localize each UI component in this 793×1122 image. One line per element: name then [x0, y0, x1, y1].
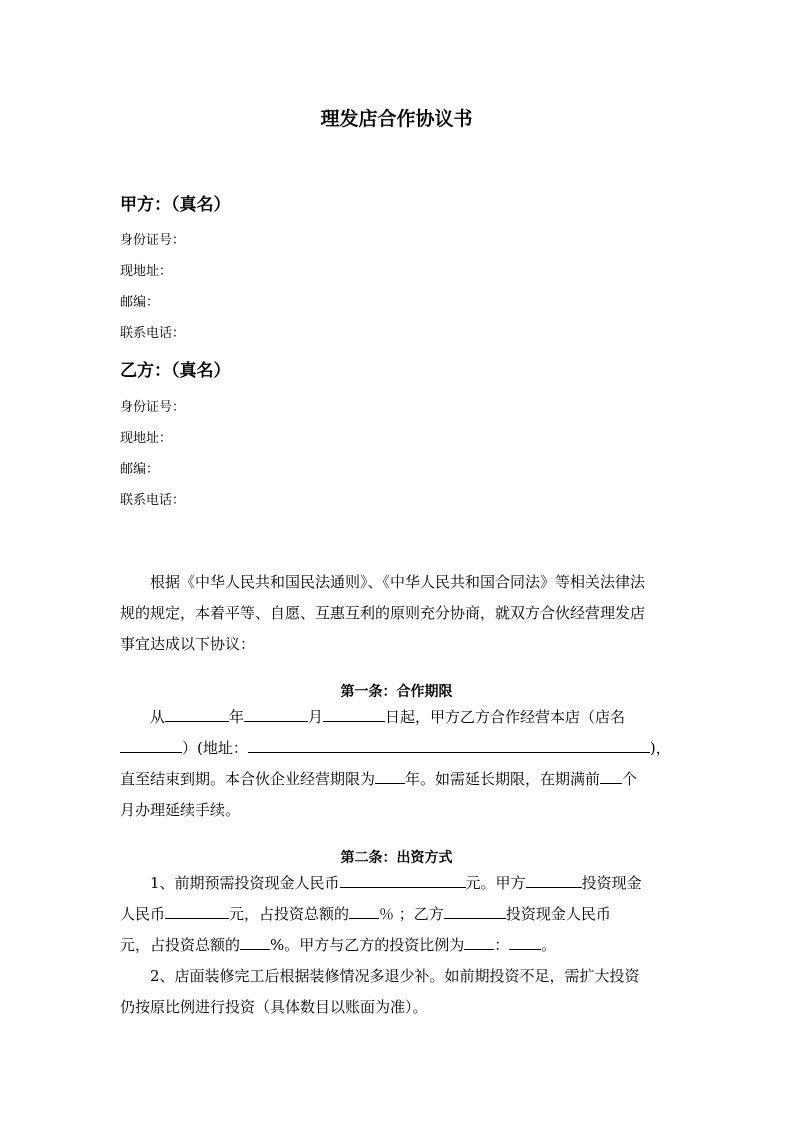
party-a-address-label: 现地址：	[120, 264, 173, 279]
document-title: 理发店合作协议书	[320, 108, 473, 130]
day-blank[interactable]	[323, 707, 385, 722]
article-2-line-4: 2、店面装修完工后根据装修情况多退少补。如前期投资不足，需扩大投资	[150, 967, 640, 985]
text-term-c: 个	[622, 770, 638, 788]
text-year: 年	[229, 708, 245, 726]
year-blank[interactable]	[165, 707, 229, 722]
article-2-line-3	[120, 934, 556, 955]
text-p1-k: 。	[541, 936, 557, 954]
text-p1-j: ：	[494, 936, 510, 954]
party-b-percent-blank[interactable]	[240, 935, 270, 950]
article-2-line-1	[150, 872, 642, 893]
party-a-amount-blank[interactable]	[165, 904, 229, 919]
text-p1-b: 元。甲方	[465, 874, 526, 892]
text-address-open: ）(地址：	[182, 739, 248, 757]
text-p1-i: %。甲方与乙方的投资比例为	[270, 936, 465, 954]
ratio-a-blank[interactable]	[464, 935, 494, 950]
text-term-b: 年。如需延长期限，在期满前	[405, 770, 601, 788]
article-2-heading: 第二条：出资方式	[340, 850, 453, 866]
preamble-line-3: 事宜达成以下协议：	[120, 635, 256, 653]
address-blank[interactable]	[248, 738, 650, 753]
text-month: 月	[308, 708, 324, 726]
party-a-id-label: 身份证号：	[120, 233, 186, 248]
ratio-b-blank[interactable]	[509, 935, 541, 950]
article-1-line-1	[150, 706, 625, 727]
text-p1-e: 元，占投资总额的	[229, 905, 350, 923]
shop-name-blank[interactable]	[120, 738, 182, 753]
term-years-blank[interactable]	[375, 769, 405, 784]
article-1-line-3	[120, 768, 637, 789]
text-p1-a: 1、前期预需投资现金人民币	[150, 874, 340, 892]
party-a-percent-blank[interactable]	[349, 904, 379, 919]
party-a-investment-form-blank[interactable]	[526, 873, 582, 888]
party-b-postcode-label: 邮编：	[120, 462, 160, 477]
article-1-line-2	[120, 737, 671, 758]
extension-months-blank[interactable]	[600, 769, 622, 784]
preamble-line-2: 规的规定，本着平等、自愿、互惠互利的原则充分协商，就双方合伙经营理发店	[120, 604, 646, 622]
text-term-a: 直至结束到期。本合伙企业经营期限为	[120, 770, 376, 788]
preamble-line-1: 根据《中华人民共和国民法通则》、《中华人民共和国合同法》等相关法律法	[150, 573, 646, 591]
party-b-investment-form-blank[interactable]	[444, 904, 506, 919]
party-a-postcode-label: 邮编：	[120, 295, 160, 310]
party-b-heading: 乙方：（真名）	[120, 361, 231, 381]
article-2-line-5: 仍按原比例进行投资（具体数目以账面为准）。	[120, 998, 428, 1016]
text-p1-h: 元，占投资总额的	[120, 936, 241, 954]
article-1-heading: 第一条：合作期限	[340, 684, 453, 700]
text-p1-c: 投资现金	[581, 874, 642, 892]
party-b-id-label: 身份证号：	[120, 400, 186, 415]
party-b-address-label: 现地址：	[120, 431, 173, 446]
month-blank[interactable]	[244, 707, 308, 722]
article-2-line-2	[120, 903, 611, 924]
text-day-rest: 日起，甲方乙方合作经营本店（店名	[385, 708, 626, 726]
article-1-line-4: 月办理延续手续。	[120, 801, 241, 819]
party-a-heading: 甲方：（真名）	[120, 195, 231, 215]
text-p1-f: ％ ；乙方	[379, 905, 444, 923]
party-b-phone-label: 联系电话：	[120, 493, 186, 508]
text-address-close: )，	[649, 739, 671, 757]
text-from: 从	[150, 708, 166, 726]
total-investment-blank[interactable]	[340, 873, 466, 888]
text-p1-g: 投资现金人民币	[505, 905, 611, 923]
party-a-phone-label: 联系电话：	[120, 326, 186, 341]
text-p1-d: 人民币	[120, 905, 166, 923]
